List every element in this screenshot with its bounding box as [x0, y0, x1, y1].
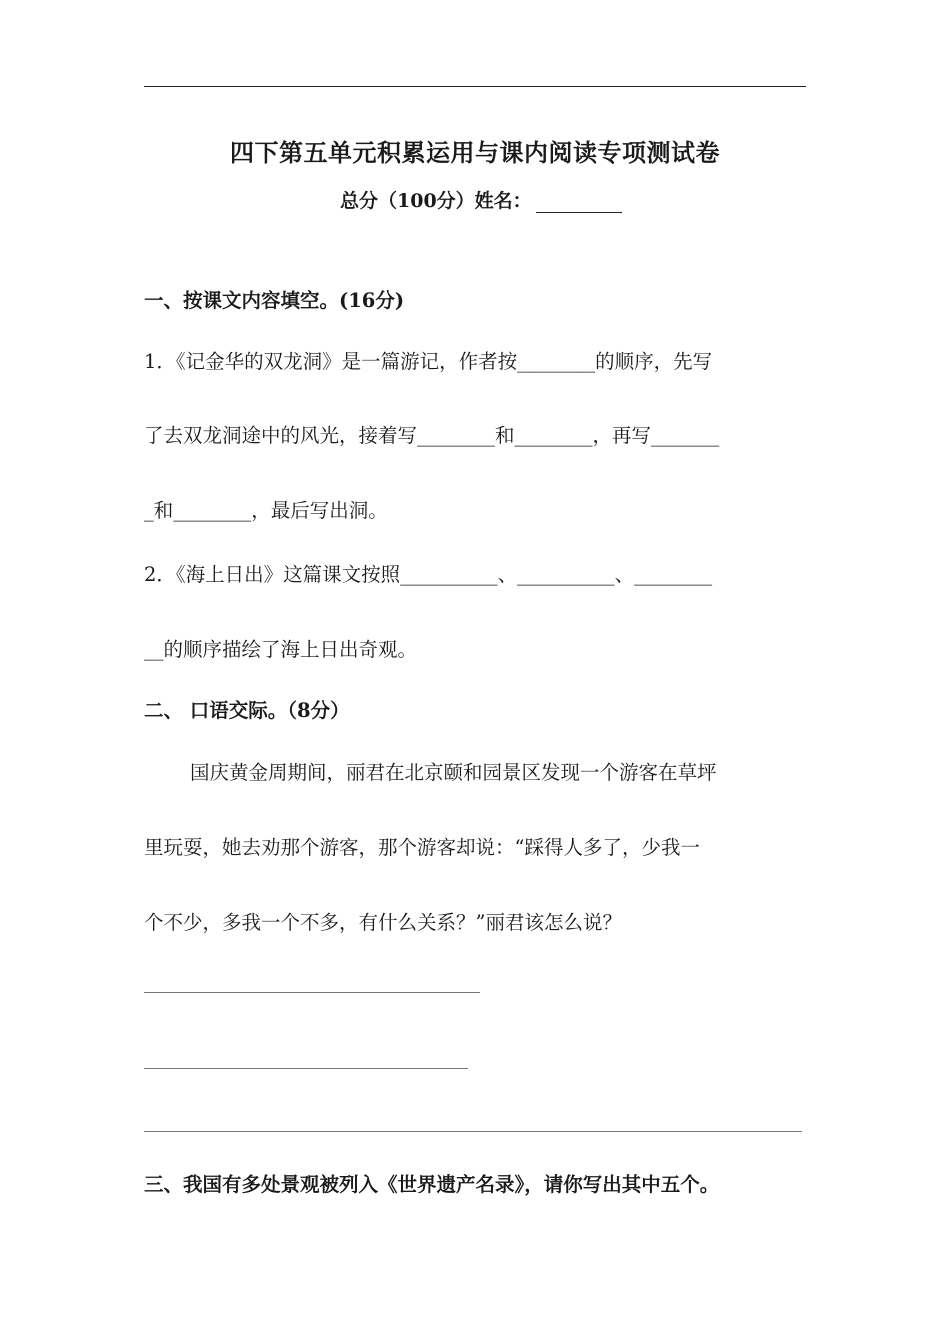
header-rule — [144, 86, 806, 87]
page-title: 四下第五单元积累运用与课内阅读专项测试卷 — [230, 138, 720, 167]
subtitle-text: 总分（100分）姓名： — [340, 190, 532, 212]
name-blank[interactable] — [536, 192, 622, 213]
score-name-line — [340, 186, 622, 213]
para-line3: 个不少，多我一个不多，有什么关系？”丽君该怎么说？ — [144, 911, 622, 934]
para-line1: 国庆黄金周期间，丽君在北京颐和园景区发现一个游客在草坪 — [190, 761, 717, 784]
section1-heading: 一、按课文内容填空。(16分) — [144, 289, 405, 312]
answer-line-3[interactable] — [144, 1131, 802, 1132]
section3-heading: 三、我国有多处景观被列入《世界遗产名录》，请你写出其中五个。 — [144, 1173, 720, 1196]
q1-line3: _和________，最后写出洞。 — [144, 499, 388, 522]
answer-line-1[interactable] — [144, 992, 480, 993]
q1-line1: 1．《记金华的双龙洞》是一篇游记，作者按________的顺序，先写 — [144, 350, 713, 373]
para-line2: 里玩耍，她去劝那个游客，那个游客却说：“踩得人多了，少我一 — [144, 836, 700, 859]
q1-line2: 了去双龙洞途中的风光，接着写________和________，再写_______ — [144, 424, 720, 447]
answer-line-2[interactable] — [144, 1068, 468, 1069]
q2-line2: __的顺序描绘了海上日出奇观。 — [144, 638, 418, 661]
q2-line1: 2．《海上日出》这篇课文按照__________、__________、________ — [144, 563, 713, 586]
section2-heading: 二、 口语交际。（8分） — [144, 699, 350, 722]
